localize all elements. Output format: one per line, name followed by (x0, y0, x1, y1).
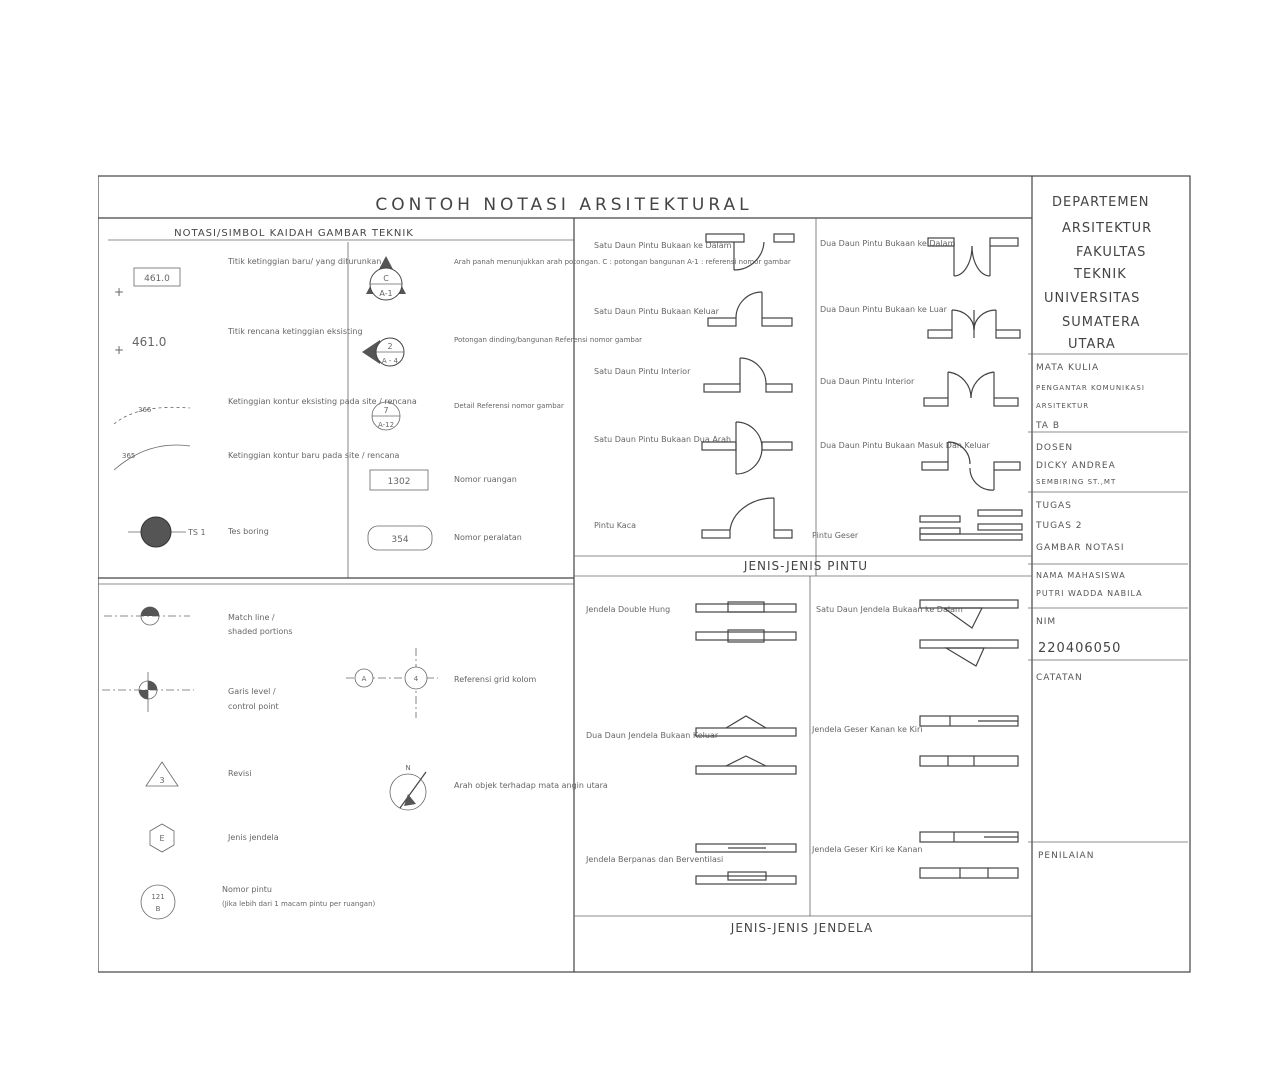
door-label: Dua Daun Pintu Bukaan Masuk Dan Keluar (820, 441, 990, 450)
svg-text:A: A (361, 675, 367, 683)
window-label: Jendela Geser Kiri ke Kanan (812, 845, 923, 854)
svg-text:FAKULTAS: FAKULTAS (1076, 245, 1147, 260)
svg-text:+: + (114, 343, 125, 357)
notation-label: Match line / (228, 613, 275, 622)
door-label: Dua Daun Pintu Bukaan ke Dalam (820, 239, 956, 248)
svg-text:TEKNIK: TEKNIK (1074, 267, 1127, 282)
window-label: Jendela Double Hung (586, 605, 671, 614)
door-label: Dua Daun Pintu Bukaan ke Luar (820, 305, 947, 314)
notation-label: (Jika lebih dari 1 macam pintu per ruangan) (222, 900, 376, 908)
svg-text:E: E (159, 834, 165, 843)
door-label: Satu Daun Pintu Bukaan Dua Arah (594, 435, 732, 444)
notation-label: Potongan dinding/bangunan Referensi nomor gambar (454, 336, 642, 344)
notation-label: Ketinggian kontur baru pada site / rencana (228, 451, 400, 460)
svg-text:NAMA MAHASISWA: NAMA MAHASISWA (1036, 571, 1126, 580)
svg-text:DOSEN: DOSEN (1036, 443, 1074, 453)
svg-text:PUTRI WADDA NABILA: PUTRI WADDA NABILA (1036, 589, 1143, 598)
awning-window-drawing (696, 844, 796, 884)
svg-text:TUGAS 2: TUGAS 2 (1036, 521, 1083, 531)
window-label: Jendela Berpanas dan Berventilasi (586, 855, 724, 864)
column-grid-symbol (346, 648, 438, 718)
svg-text:NIM: NIM (1036, 617, 1057, 627)
double-door-interior-drawing (924, 372, 1018, 406)
svg-text:ARSITEKTUR: ARSITEKTUR (1062, 221, 1153, 236)
notation-label: control point (228, 702, 279, 711)
notation-label: Garis level / (228, 687, 276, 696)
notation-label: shaded portions (228, 627, 293, 636)
svg-text:UTARA: UTARA (1068, 337, 1116, 352)
notation-label: Tes boring (228, 527, 269, 536)
double-door-outward-drawing (928, 310, 1020, 338)
svg-text:PENILAIAN: PENILAIAN (1038, 851, 1095, 861)
sliding-window-rtl-drawing (920, 716, 1018, 766)
room-number-symbol (370, 470, 428, 490)
sliding-door-drawing (920, 510, 1022, 540)
svg-text:TA B: TA B (1036, 421, 1060, 431)
svg-text:TS 1: TS 1 (188, 528, 206, 537)
notation-label: Referensi grid kolom (454, 675, 537, 684)
svg-text:ARSITEKTUR: ARSITEKTUR (1036, 402, 1090, 410)
svg-text:+: + (114, 285, 125, 299)
existing-contour-symbol (114, 406, 190, 424)
notation-label: Jenis jendela (228, 833, 279, 842)
svg-text:A-1: A-1 (379, 289, 393, 298)
svg-text:365: 365 (122, 452, 136, 460)
sheet-title: CONTOH NOTASI ARSITEKTURAL (375, 195, 753, 215)
notation-section-title: NOTASI/SIMBOL KAIDAH GAMBAR TEKNIK (174, 228, 414, 239)
glass-door-drawing (702, 498, 792, 538)
door-label: Satu Daun Pintu Bukaan Keluar (594, 307, 719, 316)
svg-text:366: 366 (138, 406, 152, 414)
svg-text:UNIVERSITAS: UNIVERSITAS (1044, 291, 1141, 306)
notation-label: Arah objek terhadap mata angin utara (454, 781, 608, 790)
equipment-number-symbol (368, 526, 432, 550)
notation-label: Nomor ruangan (454, 475, 517, 484)
svg-text:A-12: A-12 (377, 421, 395, 429)
double-hung-window-drawing (696, 602, 796, 642)
svg-text:SEMBIRING ST.,MT: SEMBIRING ST.,MT (1036, 478, 1117, 486)
drawing-sheet (98, 172, 1192, 974)
door-label: Satu Daun Pintu Interior (594, 367, 691, 376)
notation-label: Detail Referensi nomor gambar (454, 402, 564, 410)
door-label: Pintu Geser (812, 531, 859, 540)
sheet-border (98, 176, 1190, 972)
revision-symbol (146, 762, 178, 786)
notation-label: Ketinggian kontur eksisting pada site / rencana (228, 397, 417, 406)
svg-text:B: B (155, 905, 161, 913)
sliding-window-ltr-drawing (920, 832, 1018, 878)
window-label: Dua Daun Jendela Bukaan Keluar (586, 731, 719, 740)
windows-section-title: JENIS-JENIS JENDELA (730, 921, 874, 935)
test-boring-symbol (128, 517, 206, 547)
detail-reference-symbol (372, 402, 400, 430)
double-acting-door-drawing (702, 422, 792, 474)
notation-label: Nomor peralatan (454, 533, 522, 542)
spot-elevation-existing-symbol (114, 335, 166, 357)
door-label: Satu Daun Pintu Bukaan ke Dalam (594, 241, 732, 250)
svg-text:DEPARTEMEN: DEPARTEMEN (1052, 195, 1150, 210)
svg-text:MATA KULIA: MATA KULIA (1036, 363, 1100, 373)
window-type-symbol (150, 824, 174, 852)
notation-label: Titik rencana ketinggian eksisting (228, 327, 363, 336)
notation-label: Nomor pintu (222, 885, 272, 894)
svg-text:A - 4: A - 4 (381, 357, 399, 365)
svg-text:2: 2 (387, 342, 393, 351)
drawing-canvas (98, 172, 1192, 974)
match-line-symbol (104, 607, 190, 625)
svg-text:PENGANTAR KOMUNIKASI: PENGANTAR KOMUNIKASI (1036, 384, 1145, 392)
notation-label: Revisi (228, 769, 252, 778)
svg-text:C: C (383, 274, 389, 283)
svg-text:461.0: 461.0 (132, 335, 167, 349)
new-contour-symbol (114, 445, 190, 470)
svg-text:GAMBAR NOTASI: GAMBAR NOTASI (1036, 543, 1125, 553)
svg-text:Titik ketinggian baru/ yang di (227, 257, 381, 266)
svg-text:1302: 1302 (387, 477, 411, 487)
svg-text:461.0: 461.0 (144, 274, 170, 284)
svg-text:CATATAN: CATATAN (1036, 673, 1083, 683)
door-label: Pintu Kaca (594, 521, 636, 530)
single-door-outward-drawing (708, 292, 792, 326)
svg-text:SUMATERA: SUMATERA (1062, 315, 1141, 330)
svg-text:N: N (405, 764, 411, 772)
svg-text:3: 3 (159, 776, 165, 785)
svg-text:4: 4 (413, 675, 419, 683)
level-line-symbol (102, 672, 194, 712)
svg-text:DICKY ANDREA: DICKY ANDREA (1036, 461, 1116, 471)
wall-section-symbol (362, 338, 404, 366)
notation-label: Arah panah menunjukkan arah potongan. C : potongan bangunan A-1 : referensi nomor gambar (454, 258, 791, 266)
door-number-symbol (141, 885, 175, 919)
notation-label: Titik ketinggian baru/ yang diturunkan (228, 257, 382, 266)
north-arrow-symbol (390, 764, 426, 810)
svg-text:TUGAS: TUGAS (1036, 501, 1072, 511)
door-label: Dua Daun Pintu Interior (820, 377, 915, 386)
window-label: Satu Daun Jendela Bukaan ke Dalam (816, 605, 963, 614)
single-door-interior-drawing (704, 358, 792, 392)
title-block (1028, 195, 1188, 861)
svg-text:7: 7 (383, 406, 389, 415)
svg-text:354: 354 (391, 535, 409, 545)
spot-elevation-new-symbol (114, 268, 180, 299)
window-label: Jendela Geser Kanan ke Kiri (812, 725, 923, 734)
svg-text:121: 121 (151, 893, 165, 901)
doors-section-title: JENIS-JENIS PINTU (743, 559, 869, 573)
double-casement-window-drawing (696, 716, 796, 774)
svg-text:220406050: 220406050 (1038, 641, 1122, 656)
